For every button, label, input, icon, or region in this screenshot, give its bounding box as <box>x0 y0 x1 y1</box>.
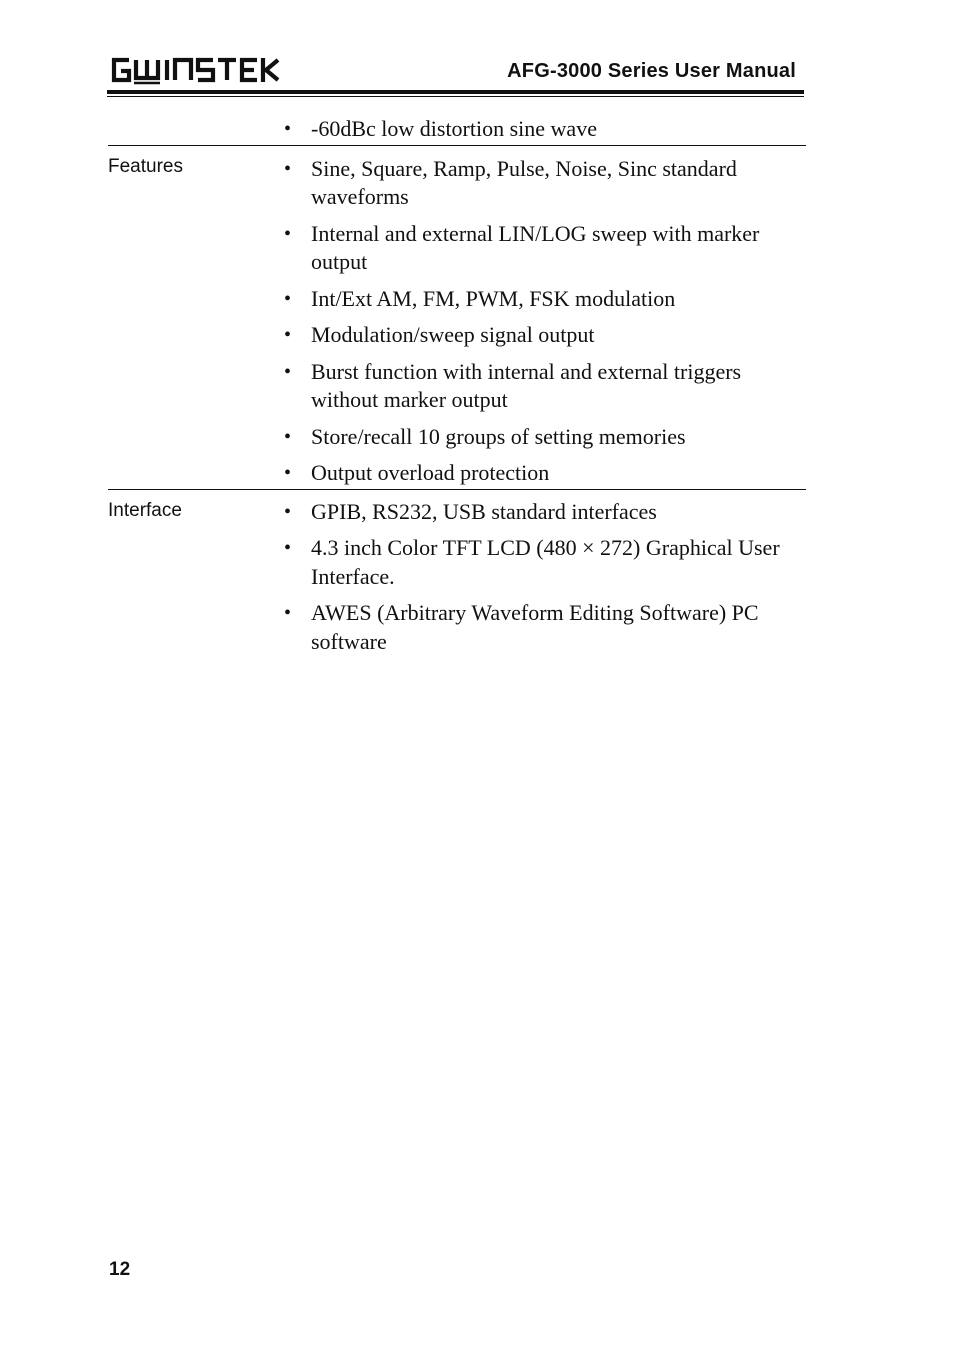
header-rule-thin <box>107 96 804 97</box>
header-rule-thick <box>107 90 804 94</box>
row-label-features: Features <box>108 155 183 177</box>
page-header <box>107 50 804 98</box>
table-row <box>108 145 806 489</box>
bullet-list <box>278 490 806 665</box>
list-item: • Output overload protection <box>278 459 806 488</box>
table-row <box>108 112 806 145</box>
bullet-list <box>278 146 806 489</box>
bullet-list <box>278 112 806 145</box>
manual-title: AFG-3000 Series User Manual <box>507 60 796 82</box>
row-label <box>108 112 278 145</box>
table-row <box>108 489 806 665</box>
list-item: • Store/recall 10 groups of setting memories <box>278 423 806 452</box>
list-item: • Sine, Square, Ramp, Pulse, Noise, Sinc standard waveforms <box>278 155 806 212</box>
list-item: • Int/Ext AM, FM, PWM, FSK modulation <box>278 285 806 314</box>
gw-instek-logo <box>109 54 281 86</box>
list-item: • AWES (Arbitrary Waveform Editing Software) PC software <box>278 599 806 656</box>
list-item: • 4.3 inch Color TFT LCD (480 × 272) Graphical User Interface. <box>278 534 806 591</box>
list-item: • GPIB, RS232, USB standard interfaces <box>278 498 806 527</box>
list-item: • Internal and external LIN/LOG sweep with marker output <box>278 220 806 277</box>
list-item: • Burst function with internal and external triggers without marker output <box>278 358 806 415</box>
features-table <box>108 112 806 664</box>
row-label-interface: Interface <box>108 499 182 521</box>
list-item: • Modulation/sweep signal output <box>278 321 806 350</box>
page-number: 12 <box>109 1259 131 1280</box>
list-item: • -60dBc low distortion sine wave <box>278 115 806 144</box>
